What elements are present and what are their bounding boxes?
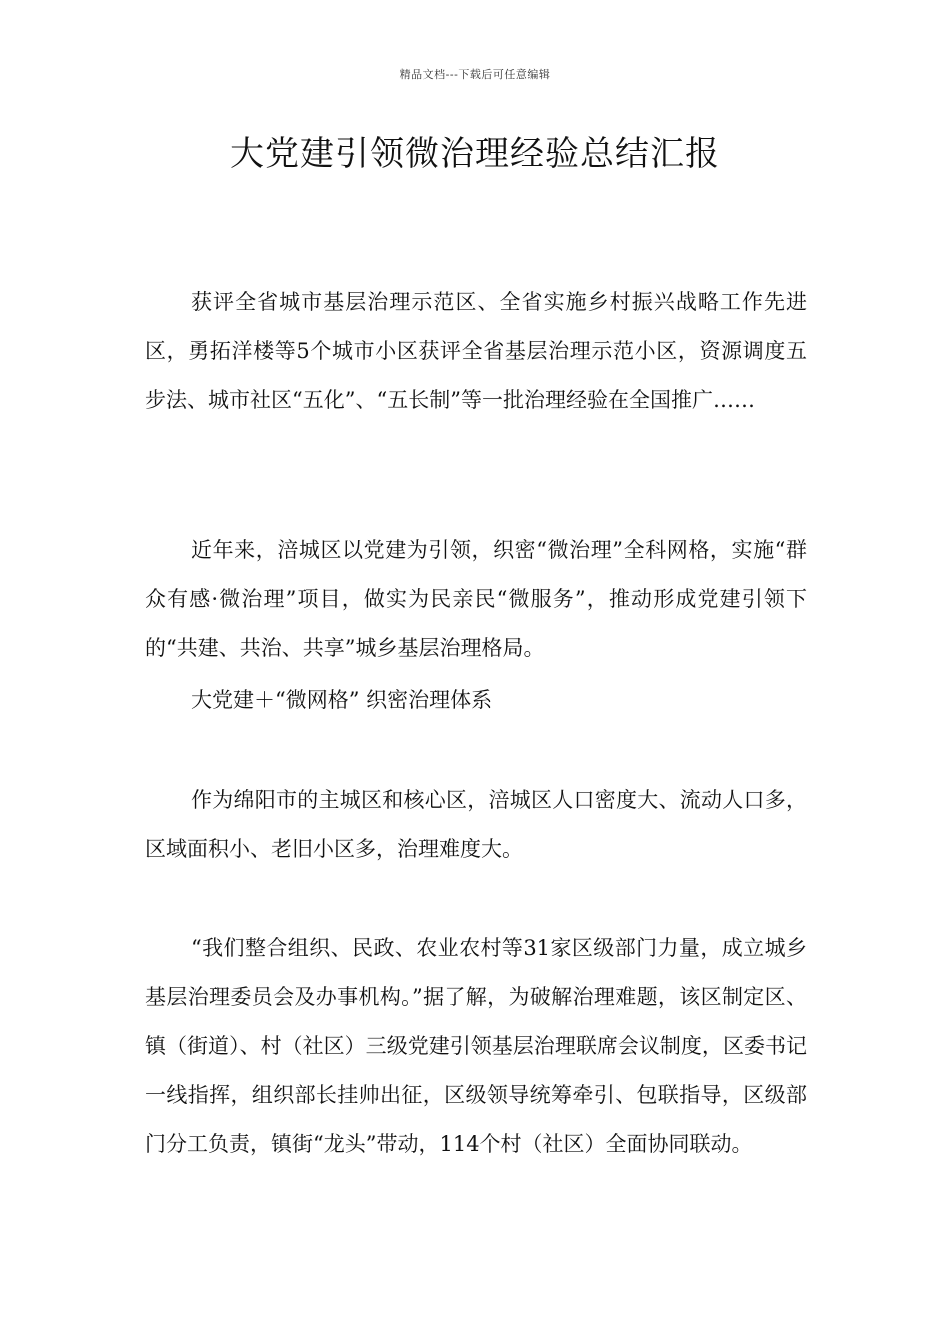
paragraph-awards: 获评全省城市基层治理示范区、全省实施乡村振兴战略工作先进区，勇拓洋楼等5个城市小区获评全省基层治理示范小区，资源调度五步法、城市社区“五化”、“五长制”等一批治理经验在全国推广…… [145,290,807,412]
paragraph-measures: “我们整合组织、民政、农业农村等31家区级部门力量，成立城乡基层治理委员会及办事机构。”据了解，为破解治理难题，该区制定区、镇（街道）、村（社区）三级党建引领基层治理联席会议制度，区委书记一线指挥，组织部长挂帅出征，区级领导统筹牵引、包联指导，区级部门分工负责，镇街“龙头”带动，114个村（社区）全面协同联动。 [145,936,807,1156]
paragraph-background: 作为绵阳市的主城区和核心区，涪城区人口密度大、流动人口多，区域面积小、老旧小区多，治理难度大。 [145,788,807,861]
document-title: 大党建引领微治理经验总结汇报 [230,134,720,174]
section-heading: 大党建＋“微网格” 织密治理体系 [191,688,493,712]
header-note: 精品文档---下载后可任意编辑 [399,68,551,81]
paragraph-overview: 近年来，涪城区以党建为引领，织密“微治理”全科网格，实施“群众有感·微治理”项目，做实为民亲民“微服务”，推动形成党建引领下的“共建、共治、共享”城乡基层治理格局。 [145,538,807,660]
